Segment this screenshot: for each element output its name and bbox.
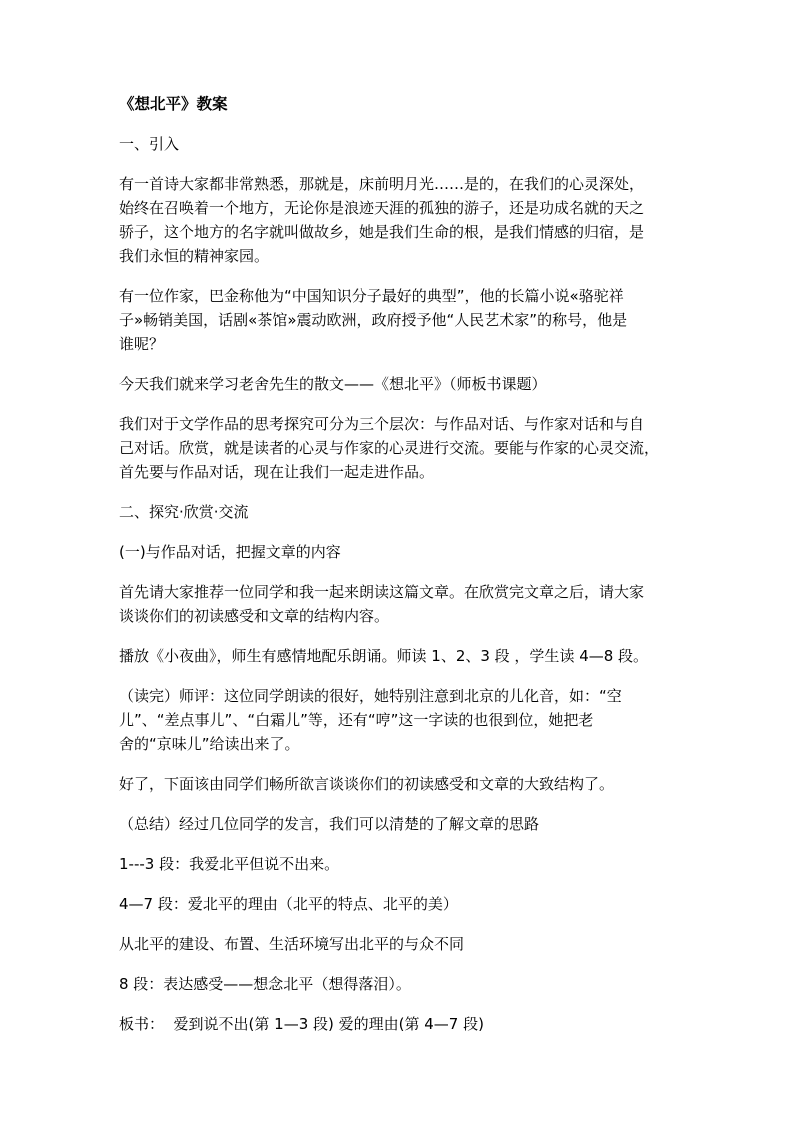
- paragraph-line: 首先请大家推荐一位同学和我一起来朗读这篇文章。在欣赏完文章之后，请大家: [119, 583, 645, 601]
- paragraph-line: 有一首诗大家都非常熟悉，那就是，床前明月光……是的，在我们的心灵深处，: [119, 175, 645, 193]
- paragraph-line: 己对话。欣赏，就是读者的心灵与作家的心灵进行交流。要能与作家的心灵交流，: [119, 439, 660, 457]
- paragraph: [119, 540, 679, 564]
- paragraph: [119, 972, 679, 996]
- paragraph-line: 首先要与作品对话，现在让我们一起走进作品。: [119, 463, 435, 481]
- paragraph: [119, 812, 679, 836]
- paragraph-line: 好了，下面该由同学们畅所欲言谈谈你们的初读感受和文章的大致结构了。: [119, 775, 615, 793]
- paragraph: [119, 172, 679, 268]
- paragraph: [119, 932, 679, 956]
- document-title: 《想北平》教案: [119, 95, 228, 113]
- paragraph: [119, 1012, 679, 1036]
- paragraph: [119, 580, 679, 628]
- paragraph-line: 子»畅销美国，话剧«茶馆»震动欧洲，政府授予他“人民艺术家”的称号，他是: [119, 311, 628, 329]
- paragraph: [119, 892, 679, 916]
- paragraph-line: 骄子，这个地方的名字就叫做故乡，她是我们生命的根，是我们情感的归宿，是: [119, 223, 645, 241]
- paragraph: [119, 500, 679, 524]
- paragraph-line: 二、探究·欣赏·交流: [119, 503, 249, 521]
- paragraph-line: (一)与作品对话，把握文章的内容: [119, 543, 341, 561]
- paragraph-line: 8 段：表达感受——想念北平（想得落泪）。: [119, 975, 411, 993]
- paragraph: [119, 644, 679, 668]
- paragraph-line: 我们对于文学作品的思考探究可分为三个层次：与作品对话、与作家对话和与自: [119, 415, 645, 433]
- paragraph-line: 始终在召唤着一个地方，无论你是浪迹天涯的孤独的游子，还是功成名就的天之: [119, 199, 645, 217]
- paragraph-line: 1---3 段：我爱北平但说不出来。: [119, 855, 340, 873]
- paragraph-line: 板书： 爱到说不出(第 1—3 段) 爱的理由(第 4—7 段): [119, 1015, 484, 1033]
- paragraph-line: 儿”、“差点事儿”、“白霜儿”等，还有“哼”这一字读的也很到位，她把老: [119, 711, 594, 729]
- paragraph-line: 舍的“京味儿”给读出来了。: [119, 735, 300, 753]
- paragraph-line: 一、引入: [119, 135, 180, 153]
- document-body: [119, 132, 679, 1036]
- paragraph-line: 我们永恒的精神家园。: [119, 247, 270, 265]
- paragraph-line: （读完）师评：这位同学朗读的很好，她特别注意到北京的儿化音，如：“空: [119, 687, 622, 705]
- paragraph: [119, 852, 679, 876]
- paragraph-line: 谁呢？: [119, 335, 165, 353]
- paragraph: [119, 372, 679, 396]
- paragraph: [119, 284, 679, 356]
- paragraph-line: 4—7 段：爱北平的理由（北平的特点、北平的美）: [119, 895, 458, 913]
- paragraph-line: （总结）经过几位同学的发言，我们可以清楚的了解文章的思路: [119, 815, 540, 833]
- document-page: [119, 92, 679, 1052]
- paragraph-line: 谈谈你们的初读感受和文章的结构内容。: [119, 607, 390, 625]
- paragraph: [119, 412, 679, 484]
- paragraph: [119, 772, 679, 796]
- paragraph-line: 从北平的建设、布置、生活环境写出北平的与众不同: [119, 935, 465, 953]
- paragraph: [119, 684, 679, 756]
- paragraph-line: 有一位作家，巴金称他为“中国知识分子最好的典型”，他的长篇小说«骆驼祥: [119, 287, 624, 305]
- paragraph: [119, 132, 679, 156]
- paragraph-line: 播放《小夜曲》，师生有感情地配乐朗诵。师读 1、2、3 段 ，学生读 4—8 段。: [119, 647, 649, 665]
- paragraph-line: 今天我们就来学习老舍先生的散文——《想北平》（师板书课题）: [119, 375, 547, 393]
